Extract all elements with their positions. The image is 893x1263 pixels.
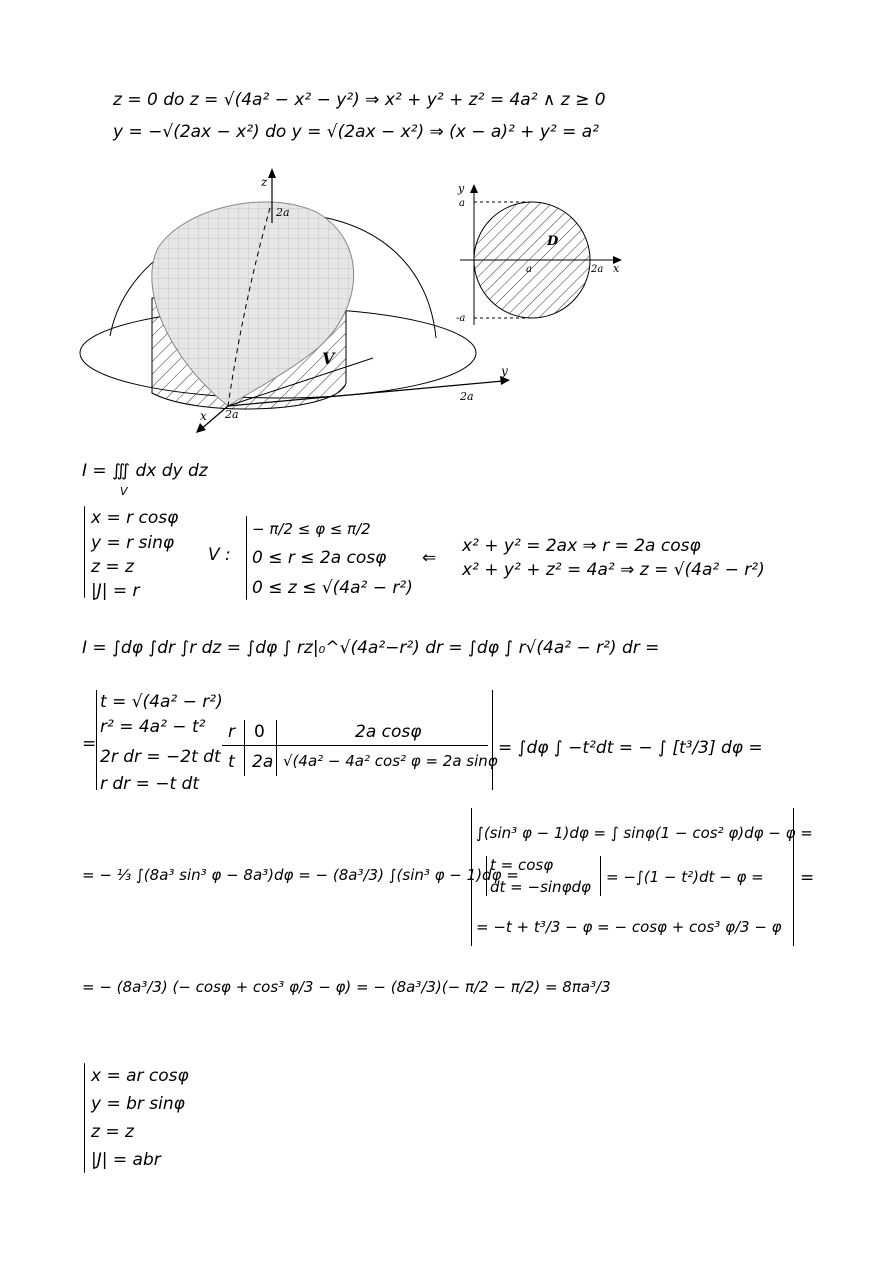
label-D: D xyxy=(547,234,559,249)
subst-row-3: 2r dr = −2t dt xyxy=(100,747,221,767)
aux-row-2b: dt = −sinφdφ xyxy=(490,878,591,896)
header-line-1: z = 0 do z = √(4a² − x² − y²) ⇒ x² + y² + z² = 4a² ∧ z ≥ 0 xyxy=(113,90,606,110)
tbl-r: r xyxy=(228,722,235,742)
figure-2d xyxy=(450,180,630,330)
region-row-1: − π/2 ≤ φ ≤ π/2 xyxy=(252,520,371,538)
label-a-top: a xyxy=(459,198,465,209)
label-x: x xyxy=(200,409,207,423)
ellip-row-2: y = br sinφ xyxy=(91,1094,185,1114)
subst-row-2: r² = 4a² − t² xyxy=(100,717,206,737)
aux-row-2a: t = cosφ xyxy=(490,856,554,874)
label-y: y xyxy=(501,364,508,378)
tbl-2a: 2a xyxy=(252,752,274,772)
cyl-row-1: x = r cosφ xyxy=(91,508,179,528)
label-z: z xyxy=(261,175,268,189)
label-2a: 2a xyxy=(591,264,604,275)
ellip-row-1: x = ar cosφ xyxy=(91,1066,189,1086)
tbl-top: 2a cosφ xyxy=(355,722,422,742)
cyl-row-2: y = r sinφ xyxy=(91,533,175,553)
integral-sub-V: V xyxy=(120,485,128,498)
subst-bar-right xyxy=(492,690,493,790)
label-2a-right: 2a xyxy=(460,390,474,403)
ellip-row-3: z = z xyxy=(91,1122,134,1142)
region-brace xyxy=(246,516,247,600)
label-minus-a: -a xyxy=(456,313,466,324)
subst-bar-left xyxy=(96,690,97,790)
integral-I: I = ∭ dx dy dz xyxy=(82,461,208,481)
label-y-2d: y xyxy=(458,182,465,195)
subst-result: = ∫dφ ∫ −t²dt = − ∫ [t³/3] dφ = xyxy=(498,738,763,758)
aux-row-1: ∫(sin³ φ − 1)dφ = ∫ sinφ(1 − cos² φ)dφ − φ = xyxy=(476,824,813,842)
aux-bar-left xyxy=(471,808,472,946)
label-2a-bottom: 2a xyxy=(225,408,239,421)
subst-row-4: r dr = −t dt xyxy=(100,774,199,794)
region-row-3: 0 ≤ z ≤ √(4a² − r²) xyxy=(252,578,413,598)
subst-row-1: t = √(4a² − r²) xyxy=(100,692,223,712)
ellip-brace xyxy=(84,1063,85,1173)
cyl-row-4: |J| = r xyxy=(91,581,140,601)
header-line-2: y = −√(2ax − x²) do y = √(2ax − x²) ⇒ (x − a)² + y² = a² xyxy=(113,122,599,142)
region-label: V : xyxy=(208,545,231,565)
aux-row-3: = −t + t³/3 − φ = − cosφ + cos³ φ/3 − φ xyxy=(476,918,782,936)
region-eq-2: x² + y² + z² = 4a² ⇒ z = √(4a² − r²) xyxy=(462,560,765,580)
aux-tail: = xyxy=(800,868,815,888)
line-mid: = − ⅓ ∫(8a³ sin³ φ − 8a³)dφ = − (8a³/3) ∫(sin³ φ − 1)dφ = xyxy=(82,866,519,884)
region-row-2: 0 ≤ r ≤ 2a cosφ xyxy=(252,548,387,568)
region-arrow: ⇐ xyxy=(422,548,437,568)
label-a: a xyxy=(526,264,532,275)
label-V: V xyxy=(322,349,335,368)
region-eq-1: x² + y² = 2ax ⇒ r = 2a cosφ xyxy=(462,536,701,556)
line-I-iterated: I = ∫dφ ∫dr ∫r dz = ∫dφ ∫ rz|₀^√(4a²−r²) dr = ∫dφ ∫ r√(4a² − r²) dr = xyxy=(82,638,660,658)
tbl-0: 0 xyxy=(254,722,265,742)
tbl-bot: √(4a² − 4a² cos² φ = 2a sinφ xyxy=(283,752,498,770)
label-x-2d: x xyxy=(613,262,620,275)
label-2a-top: 2a xyxy=(276,206,290,219)
ellip-row-4: |J| = abr xyxy=(91,1150,161,1170)
tbl-t: t xyxy=(228,752,235,772)
aux-bar-right xyxy=(793,808,794,946)
cyl-row-3: z = z xyxy=(91,557,134,577)
aux-row-2c: = −∫(1 − t²)dt − φ = xyxy=(606,868,764,886)
line-final: = − (8a³/3) (− cosφ + cos³ φ/3 − φ) = − (8a³/3)(− π/2 − π/2) = 8πa³/3 xyxy=(82,978,611,996)
cyl-brace xyxy=(84,506,85,598)
